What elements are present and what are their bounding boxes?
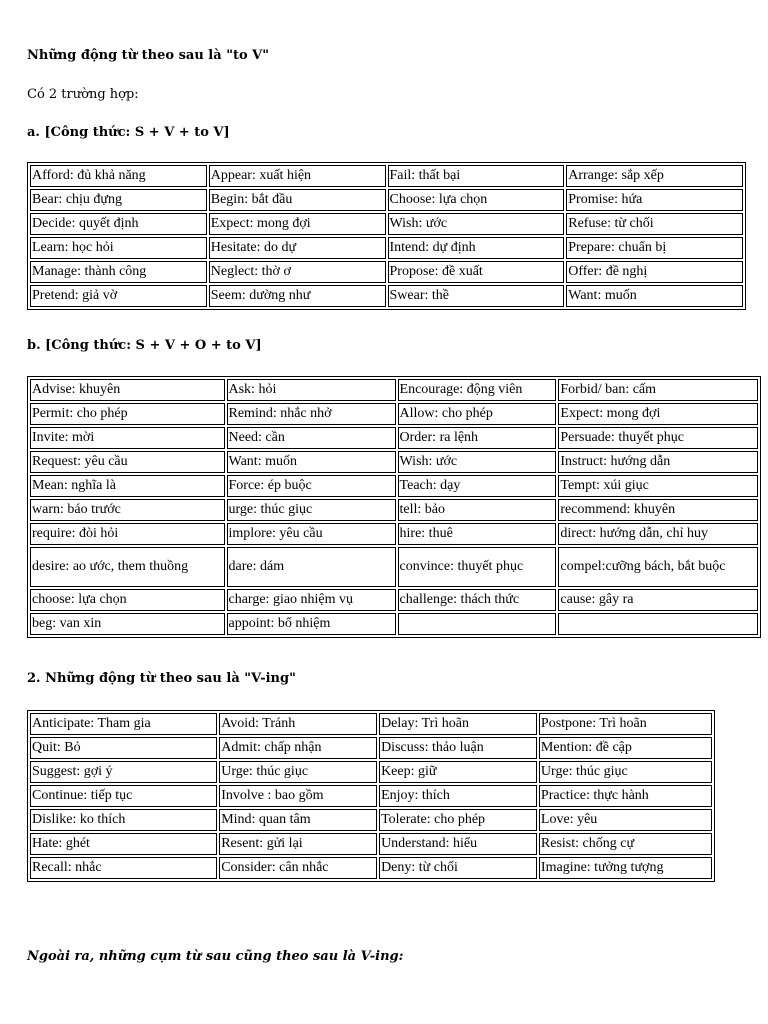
table-row [30, 785, 712, 807]
table-cell: Seem: dường như [209, 285, 386, 307]
table-cell [558, 613, 758, 635]
table-cell: beg: van xin [30, 613, 225, 635]
table-cell: Decide: quyết định [30, 213, 207, 235]
table-cell: Appear: xuất hiện [209, 165, 386, 187]
table-cell: charge: giao nhiệm vụ [227, 589, 396, 611]
table-row [30, 379, 758, 401]
table-cell: Manage: thành công [30, 261, 207, 283]
table-cell: Imagine: tưởng tượng [539, 857, 712, 879]
table-cell: Request: yêu cầu [30, 451, 225, 473]
table-cell: Love: yêu [539, 809, 712, 831]
section-a-title: a. [Công thức: S + V + to V] [27, 125, 230, 140]
table-row [30, 451, 758, 473]
table-cell: Anticipate: Tham gia [30, 713, 217, 735]
table-cell: Keep: giữ [379, 761, 537, 783]
footer-note: Ngoài ra, những cụm từ sau cũng theo sau là V-ing: [27, 949, 404, 964]
table-cell: Remind: nhắc nhở [227, 403, 396, 425]
table-row [30, 857, 712, 879]
table-o-to-v [27, 376, 761, 638]
table-cell: Advise: khuyên [30, 379, 225, 401]
table-cell: Bear: chịu đựng [30, 189, 207, 211]
table-cell: Order: ra lệnh [398, 427, 557, 449]
table-cell: Afford: đủ khả năng [30, 165, 207, 187]
table-cell: Wish: ước [388, 213, 565, 235]
table-row [30, 833, 712, 855]
table-cell: Want: muốn [566, 285, 743, 307]
table-cell: tell: bảo [398, 499, 557, 521]
table-cell: Suggest: gợi ý [30, 761, 217, 783]
table-cell: Urge: thúc giục [539, 761, 712, 783]
table-to-v [27, 162, 746, 310]
table-cell: Teach: dạy [398, 475, 557, 497]
table-cell: Promise: hứa [566, 189, 743, 211]
table-cell: Refuse: từ chối [566, 213, 743, 235]
table-cell: urge: thúc giục [227, 499, 396, 521]
table-cell: Understand: hiểu [379, 833, 537, 855]
table-cell: Tempt: xúi giục [558, 475, 758, 497]
table-row [30, 213, 743, 235]
table-cell: Mind: quan tâm [219, 809, 377, 831]
table-row [30, 761, 712, 783]
table-cell: Enjoy: thích [379, 785, 537, 807]
table-cell: Admit: chấp nhận [219, 737, 377, 759]
table-cell: Postpone: Trì hoãn [539, 713, 712, 735]
intro-text: Có 2 trường hợp: [27, 87, 139, 102]
table-cell: cause: gây ra [558, 589, 758, 611]
table-row [30, 285, 743, 307]
table-cell: Swear: thề [388, 285, 565, 307]
table-cell: Force: ép buộc [227, 475, 396, 497]
table-cell: implore: yêu cầu [227, 523, 396, 545]
table-cell: Continue: tiếp tục [30, 785, 217, 807]
table-cell: Learn: học hỏi [30, 237, 207, 259]
table-cell: Delay: Trì hoãn [379, 713, 537, 735]
table-row [30, 403, 758, 425]
table-row [30, 165, 743, 187]
table-v-ing [27, 710, 715, 882]
table-cell: Consider: cân nhắc [219, 857, 377, 879]
table-cell: Hate: ghét [30, 833, 217, 855]
table-cell: appoint: bổ nhiệm [227, 613, 396, 635]
table-cell: Wish: ước [398, 451, 557, 473]
table-cell: Ask: hỏi [227, 379, 396, 401]
table-row [30, 589, 758, 611]
table-row [30, 613, 758, 635]
table-cell: Invite: mời [30, 427, 225, 449]
table-cell: desire: ao ước, them thuồng [30, 547, 225, 587]
table-cell: Intend: dự định [388, 237, 565, 259]
table-cell: Tolerate: cho phép [379, 809, 537, 831]
table-cell: Allow: cho phép [398, 403, 557, 425]
table-cell: Forbid/ ban: cấm [558, 379, 758, 401]
table-cell: Practice: thực hành [539, 785, 712, 807]
table-cell: Hesitate: do dự [209, 237, 386, 259]
table-cell: Dislike: ko thích [30, 809, 217, 831]
table-cell: Propose: đề xuất [388, 261, 565, 283]
table-cell: Resent: gửi lại [219, 833, 377, 855]
table-cell: Expect: mong đợi [558, 403, 758, 425]
table-cell: Quit: Bỏ [30, 737, 217, 759]
table-cell: warn: báo trước [30, 499, 225, 521]
table-cell: Begin: bắt đầu [209, 189, 386, 211]
table-row [30, 809, 712, 831]
table-cell: Need: cần [227, 427, 396, 449]
table-row [30, 713, 712, 735]
table-cell: Urge: thúc giục [219, 761, 377, 783]
table-cell: Expect: mong đợi [209, 213, 386, 235]
table-cell: hire: thuê [398, 523, 557, 545]
table-cell: Pretend: giả vờ [30, 285, 207, 307]
table-cell: Choose: lựa chọn [388, 189, 565, 211]
section-b-title: b. [Công thức: S + V + O + to V] [27, 338, 262, 353]
table-row [30, 237, 743, 259]
table-row [30, 475, 758, 497]
table-cell: Offer: đề nghị [566, 261, 743, 283]
table-cell: dare: dám [227, 547, 396, 587]
table-cell: direct: hướng dẫn, chỉ huy [558, 523, 758, 545]
table-row [30, 737, 712, 759]
table-cell: Mean: nghĩa là [30, 475, 225, 497]
table-cell: Discuss: thảo luận [379, 737, 537, 759]
table-cell [398, 613, 557, 635]
table-row [30, 499, 758, 521]
table-cell: Resist: chống cự [539, 833, 712, 855]
table-cell: Deny: từ chối [379, 857, 537, 879]
table-cell: Involve : bao gồm [219, 785, 377, 807]
table-row [30, 427, 758, 449]
table-row [30, 189, 743, 211]
section-2-title: 2. Những động từ theo sau là "V-ing" [27, 671, 296, 686]
table-cell: Neglect: thờ ơ [209, 261, 386, 283]
table-cell: Permit: cho phép [30, 403, 225, 425]
page-title: Những động từ theo sau là "to V" [27, 48, 270, 63]
table-cell: Arrange: sắp xếp [566, 165, 743, 187]
table-cell: Avoid: Tránh [219, 713, 377, 735]
table-row [30, 523, 758, 545]
table-cell: challenge: thách thức [398, 589, 557, 611]
table-cell: convince: thuyết phục [398, 547, 557, 587]
table-cell: compel:cưỡng bách, bắt buộc [558, 547, 758, 587]
table-cell: Prepare: chuẩn bị [566, 237, 743, 259]
table-row [30, 261, 743, 283]
table-cell: Encourage: động viên [398, 379, 557, 401]
table-cell: Fail: thất bại [388, 165, 565, 187]
table-row [30, 547, 758, 587]
table-cell: Persuade: thuyết phục [558, 427, 758, 449]
table-cell: Recall: nhắc [30, 857, 217, 879]
table-cell: Want: muốn [227, 451, 396, 473]
table-cell: choose: lựa chọn [30, 589, 225, 611]
table-cell: require: đòi hỏi [30, 523, 225, 545]
table-cell: Mention: đề cập [539, 737, 712, 759]
table-cell: Instruct: hướng dẫn [558, 451, 758, 473]
table-cell: recommend: khuyên [558, 499, 758, 521]
